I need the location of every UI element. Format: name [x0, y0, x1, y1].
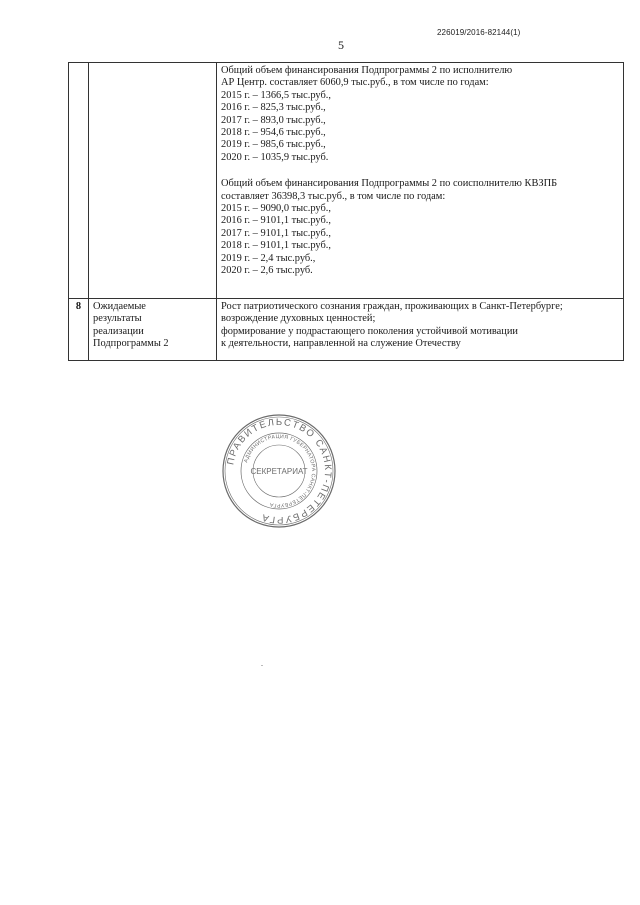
table-row — [69, 63, 624, 299]
text-line: 2018 г. – 9101,1 тыс.руб., — [221, 240, 331, 252]
text-line: 2015 г. – 9090,0 тыс.руб., — [221, 203, 331, 215]
secretariat-stamp — [221, 413, 337, 529]
stamp-center-text: СЕКРЕТАРИАТ — [250, 467, 308, 476]
label-line: Ожидаемые — [93, 301, 146, 312]
text-line: 2015 г. – 1366,5 тыс.руб., — [221, 89, 331, 101]
text-line: 2020 г. – 2,6 тыс.руб. — [221, 265, 313, 277]
scan-speck — [261, 665, 263, 666]
stamp-inner-text: АДМИНИСТРАЦИЯ ГУБЕРНАТОРА САНКТ-ПЕТЕРБУРГА — [243, 433, 317, 509]
text-line: Общий объем финансирования Подпрограммы 2 по соисполнителю КВЗПБ — [221, 178, 558, 190]
text-line: 2019 г. – 2,4 тыс.руб., — [221, 252, 316, 264]
text-line: 2018 г. – 954,6 тыс.руб., — [221, 127, 326, 139]
text-line: 2017 г. – 893,0 тыс.руб., — [221, 114, 326, 126]
row-label-cell — [89, 299, 217, 361]
financing-cell — [217, 63, 624, 299]
text-line: 2017 г. – 9101,1 тыс.руб., — [221, 227, 331, 239]
document-number: 226019/2016-82144(1) — [437, 28, 521, 37]
text-line: составляет 36398,3 тыс.руб., в том числе по годам: — [221, 190, 446, 202]
financing-block-kvzpb — [221, 178, 619, 277]
page-number: 5 — [338, 38, 344, 52]
expected-results-cell — [217, 299, 624, 361]
text-line: 2020 г. – 1035,9 тыс.руб. — [221, 151, 329, 163]
text-line: формирование у подрастающего поколения устойчивой мотивации — [221, 325, 518, 337]
text-line: 2016 г. – 9101,1 тыс.руб., — [221, 215, 331, 227]
block-spacer — [221, 164, 619, 178]
row-number-cell — [69, 63, 89, 299]
stamp-outer-text: ПРАВИТЕЛЬСТВО САНКТ-ПЕТЕРБУРГА — [225, 416, 334, 526]
text-line: Общий объем финансирования Подпрограммы 2 по исполнителю — [221, 65, 513, 76]
row-label-cell — [89, 63, 217, 299]
text-line: 2019 г. – 985,6 тыс.руб., — [221, 139, 326, 151]
text-line: АР Центр. составляет 6060,9 тыс.руб., в том числе по годам: — [221, 77, 489, 89]
label-line: Подпрограммы 2 — [93, 338, 169, 350]
label-line: результаты — [93, 313, 142, 325]
financing-block-ar-center — [221, 65, 619, 164]
row-number-cell: 8 — [69, 299, 89, 361]
label-line: реализации — [93, 325, 144, 337]
text-line: к деятельности, направленной на служение Отечеству — [221, 338, 461, 350]
program-table — [68, 62, 624, 361]
stamp-graphic — [221, 413, 337, 529]
table-row — [69, 299, 624, 361]
text-line: возрождение духовных ценностей; — [221, 313, 376, 325]
text-line: Рост патриотического сознания граждан, проживающих в Санкт-Петербурге; — [221, 301, 563, 312]
text-line: 2016 г. – 825,3 тыс.руб., — [221, 102, 326, 114]
